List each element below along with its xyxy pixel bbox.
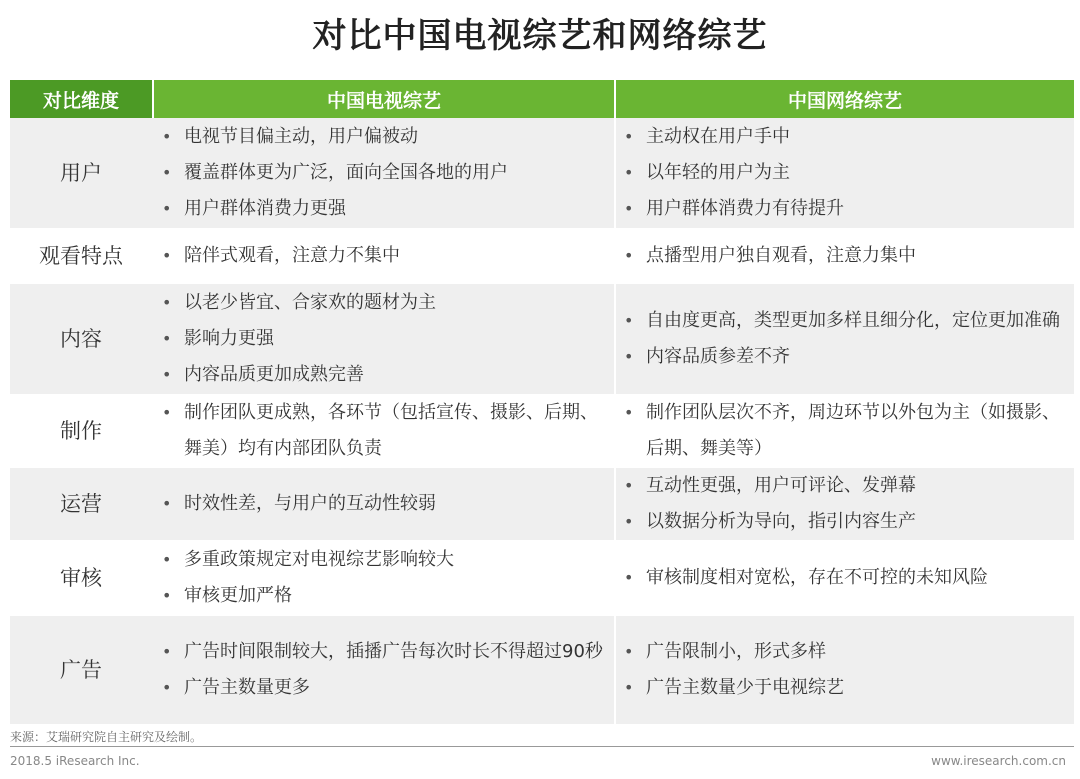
bullet-item: • 陪伴式观看，注意力不集中 bbox=[160, 238, 608, 274]
bullet-item: • 自由度更高，类型更加多样且细分化，定位更加准确 bbox=[622, 303, 1068, 339]
web-cell bbox=[614, 284, 1074, 394]
bullet-item: • 互动性更强，用户可评论、发弹幕 bbox=[622, 468, 1068, 504]
header-web-variety: 中国网络综艺 bbox=[614, 80, 1074, 118]
bullet-item: • 广告限制小，形式多样 bbox=[622, 634, 1068, 670]
row-dimension: 广告 bbox=[10, 616, 152, 724]
table-row bbox=[10, 118, 1074, 228]
table-row bbox=[10, 616, 1074, 724]
row-dimension: 审核 bbox=[60, 566, 102, 590]
source-note: 来源：艾瑞研究院自主研究及绘制。 bbox=[10, 730, 203, 744]
bullet-item: • 内容品质更加成熟完善 bbox=[160, 357, 608, 393]
table-row bbox=[10, 468, 1074, 540]
page-title: 对比中国电视综艺和网络综艺 bbox=[312, 16, 768, 56]
bullet-item: • 以数据分析为导向，指引内容生产 bbox=[622, 504, 1068, 540]
table-row bbox=[10, 284, 1074, 394]
table-row bbox=[10, 540, 1074, 616]
tv-cell bbox=[152, 228, 614, 284]
table-row bbox=[10, 394, 1074, 468]
row-dimension: 用户 bbox=[10, 118, 152, 228]
bullet-item: • 多重政策规定对电视综艺影响较大 bbox=[160, 542, 608, 578]
table-header-row bbox=[10, 80, 1074, 118]
bullet-item: • 影响力更强 bbox=[160, 321, 608, 357]
bullet-item: • 广告主数量少于电视综艺 bbox=[622, 670, 1068, 706]
bullet-item: • 广告主数量更多 bbox=[160, 670, 608, 706]
tv-cell bbox=[152, 284, 614, 394]
row-dimension: 运营 bbox=[10, 468, 152, 540]
row-dimension: 内容 bbox=[10, 284, 152, 394]
bullet-item: • 审核更加严格 bbox=[160, 578, 608, 614]
web-cell bbox=[614, 228, 1074, 284]
tv-cell bbox=[152, 616, 614, 724]
web-cell bbox=[614, 118, 1074, 228]
tv-cell bbox=[152, 118, 614, 228]
bullet-item: • 用户群体消费力更强 bbox=[160, 191, 608, 227]
web-cell bbox=[614, 616, 1074, 724]
header-dimension: 对比维度 bbox=[10, 80, 152, 118]
web-cell bbox=[614, 540, 1074, 616]
tv-cell bbox=[152, 394, 614, 468]
bullet-item: • 主动权在用户手中 bbox=[622, 119, 1068, 155]
web-cell bbox=[614, 468, 1074, 540]
footer-copyright: 2018.5 iResearch Inc. bbox=[10, 754, 140, 768]
footer-divider bbox=[10, 746, 1074, 747]
bullet-item: • 制作团队层次不齐，周边环节以外包为主（如摄影、后期、舞美等） bbox=[622, 395, 1068, 467]
comparison-table bbox=[10, 80, 1074, 724]
bullet-item: • 内容品质参差不齐 bbox=[622, 339, 1068, 375]
tv-cell bbox=[152, 468, 614, 540]
table-row bbox=[10, 228, 1074, 284]
bullet-item: • 以老少皆宜、合家欢的题材为主 bbox=[160, 285, 608, 321]
row-dimension: 观看特点 bbox=[39, 244, 123, 268]
bullet-item: • 时效性差，与用户的互动性较弱 bbox=[160, 486, 608, 522]
bullet-item: • 审核制度相对宽松，存在不可控的未知风险 bbox=[622, 560, 1068, 596]
row-dimension: 制作 bbox=[60, 419, 102, 443]
bullet-item: • 制作团队更成熟，各环节（包括宣传、摄影、后期、舞美）均有内部团队负责 bbox=[160, 395, 608, 467]
bullet-item: • 以年轻的用户为主 bbox=[622, 155, 1068, 191]
bullet-item: • 覆盖群体更为广泛，面向全国各地的用户 bbox=[160, 155, 608, 191]
bullet-item: • 电视节目偏主动，用户偏被动 bbox=[160, 119, 608, 155]
bullet-item: • 广告时间限制较大，插播广告每次时长不得超过90秒 bbox=[160, 634, 608, 670]
bullet-item: • 用户群体消费力有待提升 bbox=[622, 191, 1068, 227]
web-cell bbox=[614, 394, 1074, 468]
footer-website: www.iresearch.com.cn bbox=[931, 754, 1066, 768]
bullet-item: • 点播型用户独自观看，注意力集中 bbox=[622, 238, 1068, 274]
tv-cell bbox=[152, 540, 614, 616]
header-tv-variety: 中国电视综艺 bbox=[152, 80, 614, 118]
